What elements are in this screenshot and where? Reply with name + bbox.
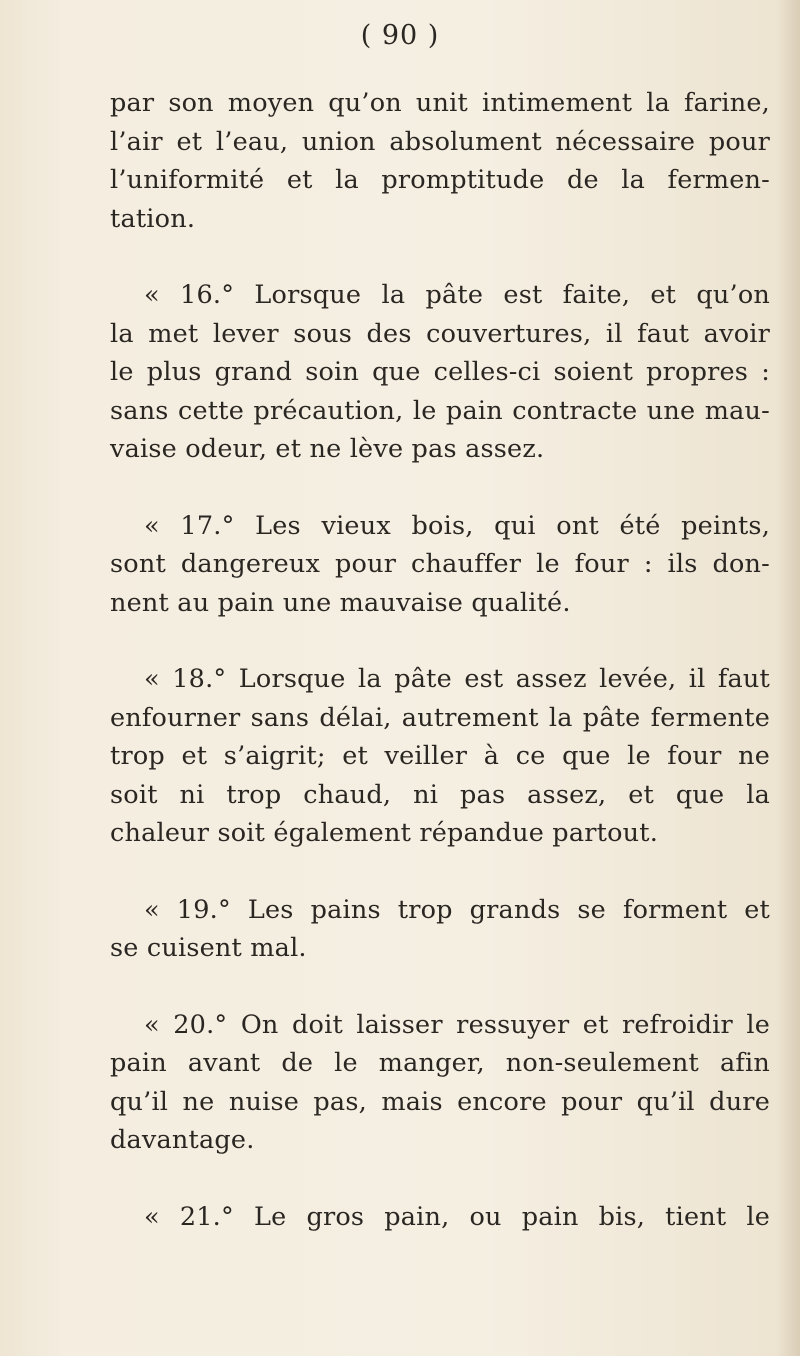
text-line: « 16.° Lorsque la pâte est faite, et qu’on xyxy=(144,280,770,310)
text-line: « 21.° Le gros pain, ou pain bis, tient le xyxy=(144,1201,770,1232)
text-line: « 18.° Lorsque la pâte est assez levée, il faut xyxy=(144,664,770,694)
page-body xyxy=(110,84,770,1236)
text-line: le plus grand soin que celles-ci soient propres : xyxy=(110,357,770,387)
text-line: « 17.° Les vieux bois, qui ont été peints, xyxy=(144,510,770,541)
text-line: « 19.° Les pains trop grands se forment et xyxy=(144,894,770,925)
text-line: l’air et l’eau, union absolument nécessaire pour xyxy=(110,126,770,157)
paragraph xyxy=(110,276,770,469)
text-line: se cuisent mal. xyxy=(110,933,307,963)
text-line: nent au pain une mauvaise qualité. xyxy=(110,587,571,618)
text-line: « 20.° On doit laisser ressuyer et refroidir le xyxy=(144,1009,770,1040)
text-line: sont dangereux pour chauffer le four : ils don- xyxy=(110,549,770,579)
paragraph xyxy=(110,507,770,623)
text-line: trop et s’aigrit; et veiller à ce que le four ne xyxy=(110,741,770,771)
text-line: par son moyen qu’on unit intimement la farine, xyxy=(110,88,770,118)
text-line: tation. xyxy=(110,203,196,234)
text-line: pain avant de le manger, non-seulement afin xyxy=(110,1048,770,1078)
paragraph xyxy=(110,1006,770,1160)
paragraph xyxy=(110,891,770,968)
text-line: enfourner sans délai, autrement la pâte fermente xyxy=(110,702,770,733)
text-line: soit ni trop chaud, ni pas assez, et que la xyxy=(110,779,770,810)
paragraph xyxy=(110,1198,770,1237)
text-line: la met lever sous des couvertures, il faut avoir xyxy=(110,318,770,349)
text-line: qu’il ne nuise pas, mais encore pour qu’il dure xyxy=(110,1086,770,1117)
paragraph xyxy=(110,660,770,853)
paragraph xyxy=(110,84,770,238)
page-number: ( 90 ) xyxy=(360,20,440,51)
text-line: vaise odeur, et ne lève pas assez. xyxy=(110,434,545,464)
text-line: sans cette précaution, le pain contracte une mau- xyxy=(110,395,770,426)
text-line: l’uniformité et la promptitude de la fermen- xyxy=(110,165,770,195)
text-line: davantage. xyxy=(110,1125,255,1155)
text-line: chaleur soit également répandue partout. xyxy=(110,818,658,848)
